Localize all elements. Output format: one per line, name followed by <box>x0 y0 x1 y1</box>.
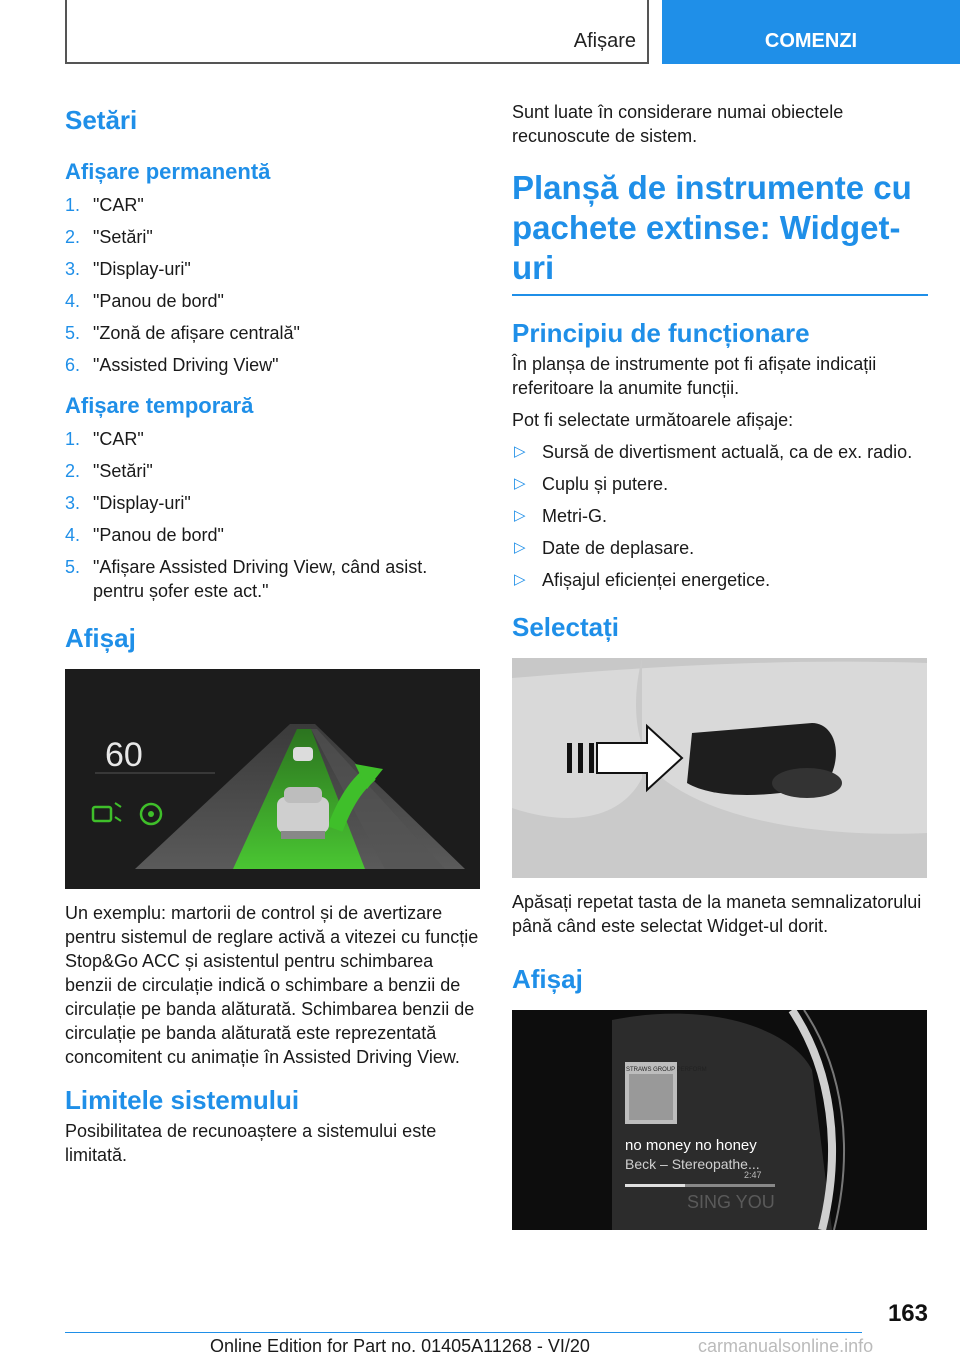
list-item-number: 3. <box>65 259 81 279</box>
artist-name: Beck – Stereopathe... <box>625 1156 760 1172</box>
list-item-text: Afișajul eficienței energetice. <box>542 570 771 590</box>
album-art-text: STRAWS GROUP PERFORM <box>626 1067 707 1073</box>
turn-signal-lever-image <box>512 658 927 878</box>
list-item <box>65 427 481 451</box>
list-item <box>65 321 481 345</box>
list-item <box>65 459 481 483</box>
principle-heading: Principiu de funcționare <box>512 318 810 348</box>
list-item-text: Date de deplasare. <box>542 538 695 558</box>
list-item-number: 2. <box>65 227 81 247</box>
list-item-text: "Panou de bord" <box>93 525 224 545</box>
display-heading-right: Afișaj <box>512 964 583 994</box>
list-item-text: "CAR" <box>93 195 144 215</box>
playback-time: 2:47 <box>744 1170 762 1180</box>
triangle-bullet-icon: ▷ <box>514 475 526 492</box>
list-item-text: "Display-uri" <box>93 259 191 279</box>
header-section-title: Afișare <box>573 30 636 52</box>
triangle-bullet-icon: ▷ <box>514 507 526 524</box>
list-item-text: "Setări" <box>93 227 153 247</box>
widget-illustration <box>512 1010 927 1230</box>
list-item-number: 4. <box>65 525 81 545</box>
intro-paragraph: Sunt luate în considerare numai obiectele recunoscute de sistem. <box>512 102 844 146</box>
example-paragraph: Un exemplu: martorii de control și de avertizare pentru sistemul de reglare activă a vitezei cu funcție Stop&Go ACC și asistentul pentru schimbarea benzii de circulație indică o schimbare a benzii de circulație pe banda alăturată. Schimbarea benzii de circulație pe banda alăturată este reprezentată concomitent cu animație în Assisted Driving View. <box>65 903 479 1067</box>
temporary-display-list <box>65 427 481 603</box>
song-title: no money no honey <box>625 1137 757 1154</box>
list-item <box>65 555 481 603</box>
speed-readout: 60 <box>105 736 143 774</box>
list-item-text: "Zonă de afișare centrală" <box>93 323 300 343</box>
list-item-number: 2. <box>65 461 81 481</box>
list-item-number: 6. <box>65 355 81 375</box>
list-item <box>512 472 928 496</box>
system-limits-heading: Limitele sistemului <box>65 1085 300 1115</box>
list-item <box>65 491 481 515</box>
list-item-number: 1. <box>65 195 81 215</box>
list-item <box>65 193 481 217</box>
list-item <box>512 440 928 464</box>
list-item-number: 5. <box>65 557 81 577</box>
list-item <box>65 289 481 313</box>
list-item-text: "Panou de bord" <box>93 291 224 311</box>
list-item-text: "Afișare Assisted Driving View, când asist. pentru șofer este act." <box>93 557 428 601</box>
select-intro-text: Pot fi selectate următoarele afișaje: <box>512 410 794 430</box>
select-heading: Selectați <box>512 612 619 642</box>
system-limits-text: Posibilitatea de recunoaștere a sistemului este limitată. <box>65 1121 437 1165</box>
list-item-text: "Assisted Driving View" <box>93 355 279 375</box>
widget-display-image <box>512 1010 927 1230</box>
triangle-bullet-icon: ▷ <box>514 443 526 460</box>
list-item-number: 1. <box>65 429 81 449</box>
list-item-number: 3. <box>65 493 81 513</box>
list-item-text: Cuplu și putere. <box>542 474 669 494</box>
list-item <box>65 257 481 281</box>
assisted-driving-image <box>65 669 480 889</box>
header-tab-comenzi[interactable]: COMENZI <box>662 0 960 64</box>
list-item-number: 5. <box>65 323 81 343</box>
settings-heading: Setări <box>65 105 138 135</box>
list-item-text: "Setări" <box>93 461 153 481</box>
page-number: 163 <box>887 1300 928 1327</box>
footer-watermark: carmanualsonline.info <box>698 1336 874 1356</box>
widget-options-list <box>512 440 928 592</box>
triangle-bullet-icon: ▷ <box>514 571 526 588</box>
header-box <box>65 0 649 64</box>
principle-text: În planșa de instrumente pot fi afișate indicații referitoare la anumite funcții. <box>512 354 877 398</box>
list-item <box>512 536 928 560</box>
right-column <box>512 100 928 1230</box>
permanent-display-list <box>65 193 481 377</box>
list-item-text: Metri-G. <box>542 506 607 526</box>
background-text: SING YOU <box>687 1192 775 1212</box>
widgets-main-heading: Planșă de instrumente cu pachete extinse: Widget-uri <box>512 168 928 296</box>
display-heading: Afișaj <box>65 623 136 653</box>
footer-divider <box>65 1332 862 1333</box>
list-item-number: 4. <box>65 291 81 311</box>
list-item <box>65 353 481 377</box>
select-instruction-text: Apăsați repetat tasta de la maneta semnalizatorului până când este selectat Widget-ul dorit. <box>512 892 922 936</box>
assisted-driving-illustration <box>65 669 480 889</box>
list-item-text: "CAR" <box>93 429 144 449</box>
temporary-display-heading: Afișare temporară <box>65 393 254 418</box>
list-item <box>512 568 928 592</box>
list-item <box>512 504 928 528</box>
list-item <box>65 523 481 547</box>
list-item-text: "Display-uri" <box>93 493 191 513</box>
lever-illustration <box>512 658 927 878</box>
triangle-bullet-icon: ▷ <box>514 539 526 556</box>
left-column <box>65 100 481 1167</box>
list-item-text: Sursă de divertisment actuală, ca de ex. radio. <box>542 442 913 462</box>
permanent-display-heading: Afișare permanentă <box>65 159 271 184</box>
footer-edition: Online Edition for Part no. 01405A11268 - VI/20 <box>210 1336 590 1356</box>
list-item <box>65 225 481 249</box>
